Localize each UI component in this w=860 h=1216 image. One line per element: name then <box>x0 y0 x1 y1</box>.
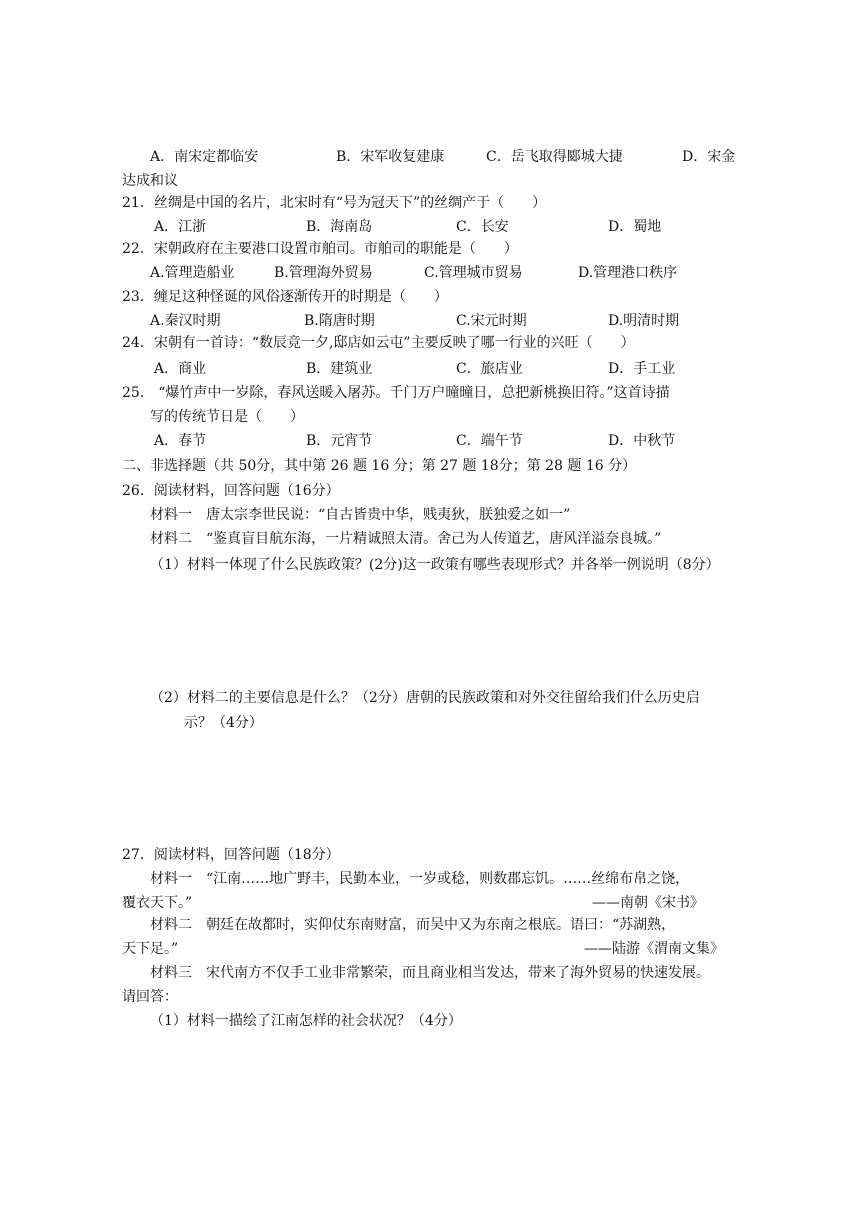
q27-material-2-line1: 材料二 朝廷在故都时，实仰仗东南财富，而吴中又为东南之根底。语曰：“苏湖熟， <box>150 917 676 933</box>
q25-stem-line1: 25． “爆竹声中一岁除，春风送暖入屠苏。千门万户曈曈日，总把新桃换旧符。”这首诗描 <box>122 385 670 401</box>
q27-material-2-source: ——陆游《渭南文集》 <box>584 941 724 957</box>
q20-option-a: A．南宋定都临安 <box>150 149 259 165</box>
q25-option-d: D．中秋节 <box>608 433 676 449</box>
q21-option-d: D．蜀地 <box>608 219 662 235</box>
q24-option-d: D．手工业 <box>608 361 676 377</box>
q21-option-b: B．海南岛 <box>306 219 373 235</box>
q26-subquestion-2-line1: （2）材料二的主要信息是什么？（2分）唐朝的民族政策和对外交往留给我们什么历史启 <box>150 690 700 706</box>
q20-option-c: C．岳飞取得郾城大捷 <box>486 149 623 165</box>
q27-material-1-line1: 材料一 “江南……地广野丰，民勤本业，一岁或稔，则数郡忘饥。……丝绵布帛之饶， <box>150 871 690 887</box>
q21-option-c: C．长安 <box>456 219 509 235</box>
q26-subquestion-1: （1）材料一体现了什么民族政策？(2分)这一政策有哪些表现形式？并各举一例说明（8分） <box>150 557 720 573</box>
q24-option-a: A．商业 <box>154 361 207 377</box>
q22-option-b: B.管理海外贸易 <box>274 265 373 281</box>
q27-material-1-source: ——南朝《宋书》 <box>592 895 704 911</box>
q27-prompt: 请回答： <box>122 989 178 1005</box>
q27-subquestion-1: （1）材料一描绘了江南怎样的社会状况？（4分） <box>150 1013 462 1029</box>
q26-title: 26．阅读材料，回答问题（16分） <box>122 483 340 499</box>
q26-material-2: 材料二 “鉴真盲目航东海，一片精诚照太清。舍己为人传道艺，唐风洋溢奈良城。” <box>150 531 662 547</box>
q23-stem: 23．缠足这种怪诞的风俗逐渐传开的时期是（ ） <box>122 289 448 305</box>
q20-option-b: B．宋军收复建康 <box>336 149 445 165</box>
q25-stem-line2: 写的传统节日是（ ） <box>150 409 304 425</box>
q22-option-c: C.管理城市贸易 <box>424 265 523 281</box>
q21-option-a: A．江浙 <box>154 219 207 235</box>
q27-material-1-line2: 覆衣天下。” <box>122 895 193 911</box>
q24-stem: 24．宋朝有一首诗：“数辰竞一夕,邸店如云屯”主要反映了哪一行业的兴旺（ ） <box>122 335 635 351</box>
q21-stem: 21．丝绸是中国的名片，北宋时有“号为冠天下”的丝绸产于（ ） <box>122 195 547 211</box>
q22-stem: 22．宋朝政府在主要港口设置市舶司。市舶司的职能是（ ） <box>122 241 518 257</box>
q20-option-d-continuation: 达成和议 <box>122 173 178 189</box>
q23-option-d: D.明清时期 <box>608 313 680 329</box>
q23-option-a: A.秦汉时期 <box>150 313 221 329</box>
q27-material-2-line2: 天下足。” <box>122 941 179 957</box>
q23-option-b: B.隋唐时期 <box>304 313 375 329</box>
section-heading-non-choice: 二、非选择题（共 50分，其中第 26 题 16 分；第 27 题 18分；第 28 题 16 分） <box>122 458 637 474</box>
q22-option-d: D.管理港口秩序 <box>578 265 678 281</box>
q23-option-c: C.宋元时期 <box>456 313 527 329</box>
q25-option-c: C．端午节 <box>456 433 523 449</box>
q26-material-1: 材料一 唐太宗李世民说：“自古皆贵中华，贱夷狄，朕独爱之如一” <box>150 507 571 523</box>
q24-option-b: B．建筑业 <box>306 361 373 377</box>
q27-material-3: 材料三 宋代南方不仅手工业非常繁荣，而且商业相当发达，带来了海外贸易的快速发展。 <box>150 965 710 981</box>
q24-option-c: C．旅店业 <box>456 361 523 377</box>
q20-option-d: D．宋金 <box>682 149 736 165</box>
q22-option-a: A.管理造船业 <box>150 265 235 281</box>
q25-option-b: B．元宵节 <box>306 433 373 449</box>
q25-option-a: A．春节 <box>154 433 207 449</box>
q26-subquestion-2-line2: 示？（4分） <box>184 715 263 731</box>
q27-title: 27．阅读材料，回答问题（18分） <box>122 847 340 863</box>
